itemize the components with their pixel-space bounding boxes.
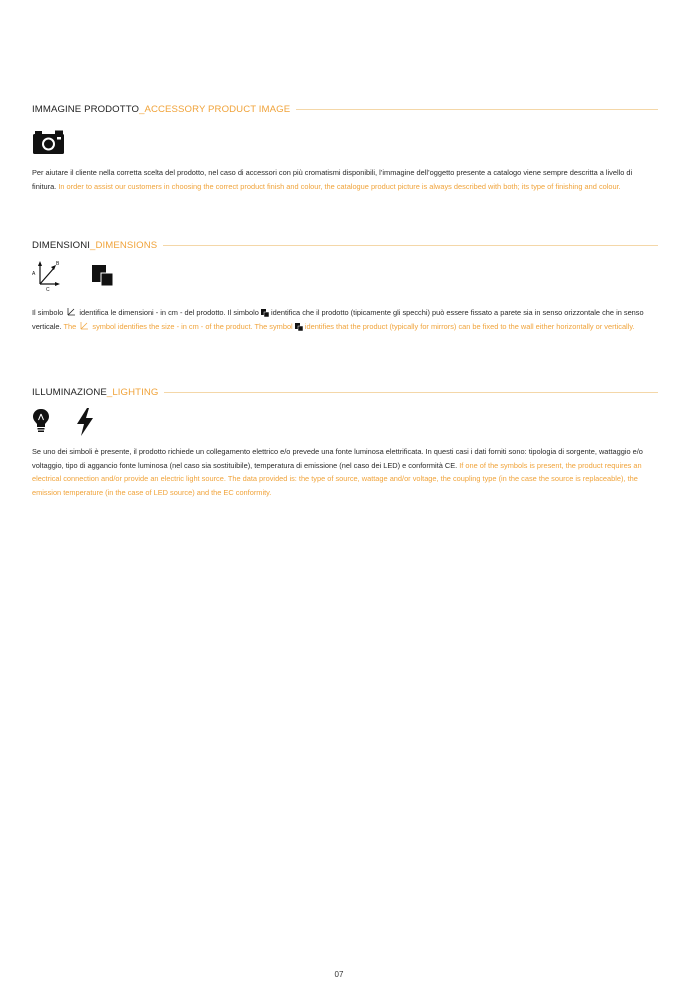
heading-title-it: IMMAGINE PRODOTTO <box>32 103 140 115</box>
section-paragraph <box>32 166 658 193</box>
dimensions-axes-icon <box>32 258 64 292</box>
section-paragraph <box>32 306 658 333</box>
section-heading <box>32 385 658 399</box>
section-paragraph <box>32 445 658 499</box>
paragraph-text-it-1: Il simbolo <box>32 308 64 317</box>
heading-title-en: ACCESSORY PRODUCT IMAGE <box>144 103 291 115</box>
heading-separator: _ <box>139 103 145 115</box>
heading-rule <box>163 245 658 246</box>
section-product-image <box>32 102 658 191</box>
section-heading <box>32 238 658 252</box>
heading-separator: _ <box>106 386 113 398</box>
paragraph-text-it: Per aiutare il cliente nella corretta scelta del prodotto, nel caso di accessori con più cromatismi disponibili, l’immagine dell’oggetto presente a catalogo viene sempre descritta a livello di finitura. <box>32 168 633 191</box>
axis-label-c: C <box>46 287 50 292</box>
axis-label-a: A <box>32 271 36 277</box>
wall-mount-inline-icon <box>261 309 269 317</box>
dimensions-axes-inline-icon <box>78 320 90 331</box>
dimensions-axes-inline-icon <box>65 306 77 317</box>
section-lighting <box>32 385 658 497</box>
camera-icon <box>32 130 65 155</box>
heading-separator: _ <box>90 239 96 251</box>
page-number: 07 <box>334 970 344 979</box>
section-dimensions <box>32 238 658 331</box>
heading-title-en: DIMENSIONS <box>95 239 158 251</box>
heading-rule <box>296 109 658 110</box>
heading-title-en: LIGHTING <box>112 386 159 398</box>
paragraph-text-en: If one of the symbols is present, the product requires an electrical connection and/or provide an electric light source. The data provided is: the type of source, wattage and/or voltage, the coupling type (in the case the source is replaceable), the emission temperature (in the case of LED source) and the EC conformity. <box>32 460 642 497</box>
icon-row <box>32 130 65 160</box>
wall-mount-inline-icon <box>295 323 303 331</box>
paragraph-text-it-2: identifica le dimensioni - in cm - del prodotto. Il simbolo <box>79 308 259 317</box>
icon-row <box>32 408 112 438</box>
paragraph-text-en: In order to assist our customers in choosing the correct product finish and colour, the catalogue product picture is always described with both; its type of finishing and colour. <box>58 181 621 191</box>
section-heading <box>32 102 658 116</box>
paragraph-text-it-3: identifica che il prodotto (tipicamente gli specchi) può essere fissato a parete sia in senso orizzontale che in senso verticale. <box>32 308 644 331</box>
heading-title-it: DIMENSIONI <box>32 239 91 251</box>
icon-row <box>32 258 132 294</box>
axis-label-b: B <box>56 261 60 267</box>
paragraph-text-en-1: The <box>63 321 77 331</box>
paragraph-text-en-2: symbol identifies the size - in cm - of the product. The symbol <box>92 321 293 331</box>
heading-rule <box>164 392 658 393</box>
light-bulb-icon <box>32 408 50 434</box>
paragraph-text-en-3: identifies that the product (typically for mirrors) can be fixed to the wall either horizontally or vertically. <box>304 321 635 331</box>
lightning-bolt-icon <box>76 408 94 436</box>
heading-title-it: ILLUMINAZIONE <box>32 386 107 398</box>
wall-mount-icon <box>91 264 115 288</box>
paragraph-text-it: Se uno dei simboli è presente, il prodotto richiede un collegamento elettrico e/o prevede una fonte luminosa elettrificata. In questi casi i dati forniti sono: tipologia di sorgente, wattaggio e/o voltaggio, tipo di aggancio fonte luminosa (nel caso sia sostituibile), temperatura di emissione (nel caso dei LED) e conformità CE. <box>32 447 643 470</box>
